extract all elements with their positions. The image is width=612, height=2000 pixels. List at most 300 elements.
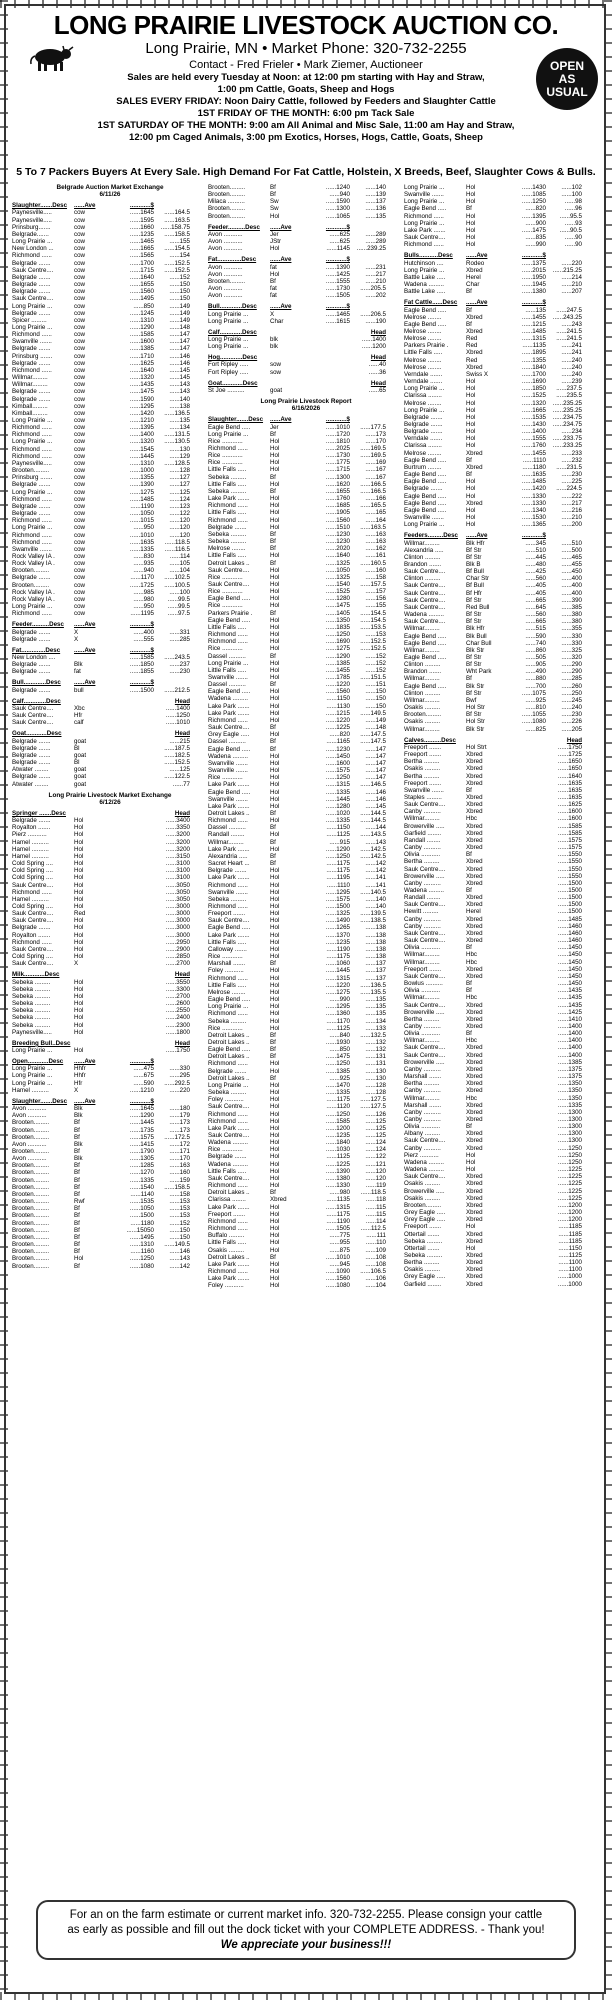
- desc-cell: cow: [74, 610, 86, 618]
- price-cell: ......1750: [165, 1046, 190, 1054]
- price-cell: ......164.5: [164, 209, 190, 217]
- location-cell: Belgrade .......: [12, 574, 51, 582]
- sale-row: [12, 1119, 208, 1126]
- price-cell: [546, 532, 582, 539]
- desc-cell: Hol: [466, 428, 476, 436]
- location-cell: Lake Park .......: [208, 702, 250, 710]
- price-cell: ......1225: [557, 1173, 582, 1181]
- desc-cell: Hol: [270, 788, 280, 796]
- location-cell: Canby ..........: [404, 1065, 441, 1073]
- desc-cell: Hol: [270, 523, 280, 531]
- desc-cell: Xbred: [466, 1015, 483, 1023]
- weight-cell: [506, 1002, 546, 1009]
- desc-cell: cow: [74, 431, 86, 439]
- location-cell: Fort Ripley .....: [208, 361, 249, 369]
- price-cell: ......3150: [165, 852, 190, 860]
- location-cell: Little Falls .....: [208, 1167, 247, 1175]
- sale-row: [12, 260, 208, 267]
- price-cell: ......138: [365, 953, 386, 961]
- desc-cell: Bf: [270, 545, 276, 553]
- price-cell: ......128.5: [164, 459, 190, 467]
- report-column-3: [404, 184, 600, 1886]
- desc-cell: Hol: [270, 552, 280, 560]
- price-cell: ......105: [169, 560, 190, 568]
- sale-row: [12, 360, 208, 367]
- price-cell: ......118: [365, 1196, 386, 1204]
- location-cell: Avon ...........: [12, 1140, 47, 1148]
- location-cell: Slaughter.......Desc: [208, 416, 264, 424]
- desc-cell: cow: [74, 467, 86, 475]
- location-cell: Canby ..........: [404, 1022, 441, 1030]
- location-cell: Slaughter.......Desc: [12, 1097, 68, 1105]
- location-cell: Belgrade .......: [12, 259, 51, 267]
- price-cell: ......465: [561, 553, 582, 561]
- location-cell: Brooten.........: [12, 1233, 50, 1241]
- sale-row: [208, 695, 404, 702]
- price-cell: ......114: [169, 552, 190, 560]
- sale-row: [404, 787, 600, 794]
- desc-cell: Blk Bull: [466, 632, 487, 640]
- weight-cell: ......1540: [325, 580, 350, 588]
- sale-row: [12, 889, 208, 896]
- location-cell: Milk............Desc: [12, 971, 60, 979]
- location-cell: Sebeka .........: [208, 487, 247, 495]
- sale-row: [208, 581, 404, 588]
- sale-row: [208, 387, 404, 394]
- sale-row: [208, 953, 404, 960]
- weight-cell: [506, 1209, 546, 1216]
- sale-row: [208, 1261, 404, 1268]
- desc-cell: Bf: [466, 887, 472, 894]
- location-cell: Cold Spring ....: [12, 874, 53, 882]
- weight-cell: [310, 354, 350, 361]
- price-cell: ......331: [169, 628, 190, 636]
- weight-cell: ......1850: [521, 385, 546, 393]
- sale-row: [208, 717, 404, 724]
- sale-row: [208, 1103, 404, 1110]
- location-cell: Sauk Centre....: [208, 1174, 250, 1182]
- weight-cell: [506, 858, 546, 865]
- price-cell: ......153: [169, 1205, 190, 1213]
- sale-row: [404, 611, 600, 618]
- weight-cell: [506, 908, 546, 915]
- schedule-line: SALES EVERY FRIDAY: Noon Dairy Cattle, followed by Feeders and Slaughter Cattle: [116, 96, 496, 107]
- price-cell: ......1500: [557, 887, 582, 894]
- sale-row: [12, 567, 208, 574]
- sale-row: [208, 191, 404, 198]
- weight-cell: ......1230: [325, 745, 350, 753]
- price-cell: ......155: [365, 602, 386, 610]
- price-cell: ......3200: [165, 838, 190, 846]
- price-cell: ......142: [365, 867, 386, 875]
- location-cell: Brooten.........: [12, 1248, 50, 1256]
- price-cell: ......1585: [557, 829, 582, 837]
- desc-cell: Hol: [270, 245, 280, 253]
- location-cell: Richmond ......: [208, 638, 248, 646]
- desc-cell: Hol: [270, 1117, 280, 1125]
- desc-cell: Hol: [74, 938, 84, 946]
- location-cell: Eagle Bend .....: [404, 478, 447, 486]
- sale-row: [208, 882, 404, 889]
- weight-cell: [506, 887, 546, 894]
- location-cell: Willmar.........: [404, 1094, 440, 1102]
- price-cell: ......1500: [557, 901, 582, 909]
- price-cell: ......1635: [557, 786, 582, 794]
- desc-cell: Xbred: [466, 1137, 483, 1145]
- desc-cell: ......Ave: [74, 1058, 96, 1066]
- sale-row: [404, 1216, 600, 1223]
- location-cell: Sauk Centre....: [208, 580, 250, 588]
- location-cell: Clinton .........: [404, 689, 441, 697]
- sale-row: [208, 424, 404, 431]
- location-cell: Canby ..........: [404, 808, 441, 816]
- desc-cell: cow: [74, 331, 86, 339]
- price-cell: ......163: [365, 530, 386, 538]
- desc-cell: Bf: [270, 724, 276, 732]
- desc-cell: Hol: [466, 1223, 476, 1231]
- location-cell: Long Prairie ...: [12, 302, 53, 310]
- location-cell: Rice ............: [208, 588, 243, 596]
- sale-row: [12, 424, 208, 431]
- sale-schedule: [14, 72, 598, 144]
- location-cell: Parkers Prairie .: [404, 342, 449, 350]
- desc-cell: cow: [74, 266, 86, 274]
- weight-cell: [506, 973, 546, 980]
- location-cell: Rock Valley IA .: [12, 552, 55, 560]
- location-cell: Belgrade .......: [12, 273, 51, 281]
- price-cell: ......149.5: [360, 709, 386, 717]
- location-cell: Hewitt .........: [404, 908, 439, 916]
- location-cell: Long Prairie ...: [404, 198, 445, 206]
- desc-cell: Hol: [270, 623, 280, 631]
- price-cell: ......380: [561, 618, 582, 626]
- location-cell: Richmond ......: [12, 610, 52, 618]
- price-cell: ......129: [169, 452, 190, 460]
- weight-cell: ............$: [521, 299, 546, 307]
- location-cell: Grey Eagle .....: [208, 731, 250, 739]
- desc-cell: Bf: [270, 1046, 276, 1054]
- sale-row: [12, 431, 208, 438]
- desc-cell: Bf: [270, 487, 276, 495]
- location-cell: Brooten.........: [208, 205, 246, 213]
- desc-cell: Hol: [270, 945, 280, 953]
- price-cell: ......124: [365, 1139, 386, 1147]
- sale-row: [404, 1080, 600, 1087]
- price-cell: ......325: [561, 646, 582, 654]
- location-cell: Brooten.........: [208, 184, 246, 191]
- price-cell: ......202: [365, 292, 386, 300]
- desc-cell: ......Ave: [270, 256, 292, 264]
- desc-cell: cow: [74, 395, 86, 403]
- sale-row: [404, 407, 600, 414]
- price-cell: ......3000: [165, 910, 190, 918]
- sale-row: [404, 1102, 600, 1109]
- location-cell: Spicer .........: [12, 316, 47, 324]
- price-cell: ......1400: [557, 1022, 582, 1030]
- sale-row: [208, 688, 404, 695]
- sale-row: [404, 726, 600, 733]
- location-cell: Sauk Centre....: [404, 234, 446, 242]
- sale-row: [208, 753, 404, 760]
- desc-cell: Bf: [74, 1119, 80, 1127]
- price-cell: ......3100: [165, 874, 190, 882]
- desc-cell: Bf: [74, 1162, 80, 1170]
- weight-cell: ......1315: [325, 781, 350, 789]
- weight-cell: [506, 801, 546, 808]
- location-cell: Long Prairie ...: [208, 659, 249, 667]
- sale-row: [404, 987, 600, 994]
- price-cell: ......1000: [557, 1280, 582, 1288]
- weight-cell: ......1215: [521, 320, 546, 328]
- desc-cell: Hol: [466, 514, 476, 522]
- desc-cell: Xbred: [466, 1008, 483, 1016]
- sale-row: [404, 1087, 600, 1094]
- weight-cell: ......1840: [521, 363, 546, 371]
- sale-row: [12, 582, 208, 589]
- weight-cell: [506, 773, 546, 780]
- desc-cell: Hol: [270, 688, 280, 696]
- location-cell: Long Prairie ...: [404, 184, 445, 191]
- weight-cell: ......1540: [129, 1183, 154, 1191]
- weight-cell: [114, 810, 154, 817]
- desc-cell: Hol: [270, 903, 280, 910]
- desc-cell: Bf: [74, 1133, 80, 1141]
- price-cell: ......153.5: [360, 623, 386, 631]
- location-cell: Long Prairie ...: [208, 310, 249, 318]
- sale-row: [404, 916, 600, 923]
- weight-cell: ............$: [129, 679, 154, 687]
- weight-cell: [506, 1109, 546, 1116]
- location-cell: Rice ............: [208, 602, 243, 610]
- price-cell: ......1375: [557, 1065, 582, 1073]
- weight-cell: [114, 824, 154, 831]
- desc-cell: Hol: [270, 1239, 280, 1247]
- desc-cell: Xbred: [466, 1216, 483, 1224]
- location-cell: Belgrade .......: [208, 1153, 247, 1161]
- desc-cell: Hol: [270, 910, 280, 918]
- sale-row: [404, 801, 600, 808]
- location-cell: Sauk Centre....: [404, 618, 446, 626]
- weight-cell: ......1150: [326, 695, 350, 703]
- desc-cell: Sw: [270, 205, 279, 213]
- price-cell: [154, 647, 190, 654]
- price-cell: ......108: [365, 1253, 386, 1261]
- sale-row: [12, 629, 208, 636]
- desc-cell: Bf: [270, 538, 276, 546]
- location-cell: Olivia ...........: [404, 1030, 441, 1038]
- sale-row: [12, 288, 208, 295]
- sale-row: [404, 314, 600, 321]
- location-cell: Long Prairie ...: [12, 488, 53, 496]
- price-cell: ......190: [365, 317, 386, 325]
- weight-cell: [506, 980, 546, 987]
- location-cell: Melrose ........: [404, 327, 442, 335]
- price-cell: ......114: [365, 1217, 386, 1225]
- sale-row: [404, 683, 600, 690]
- price-cell: ......125: [169, 766, 190, 774]
- price-cell: ......150: [169, 1226, 190, 1234]
- price-cell: ......205: [561, 725, 582, 733]
- location-cell: Parkers Prairie .: [208, 609, 253, 617]
- sale-row: [404, 1009, 600, 1016]
- location-cell: Detroit Lakes ..: [208, 559, 250, 567]
- sale-row: [208, 1189, 404, 1196]
- location-cell: Little Falls .....: [208, 509, 247, 517]
- desc-cell: Bf: [74, 1262, 80, 1270]
- badge-line: USUAL: [546, 84, 588, 99]
- price-cell: ......1225: [557, 1187, 582, 1195]
- price-cell: ......220: [169, 1086, 190, 1094]
- location-cell: Lake Park .......: [208, 802, 250, 810]
- location-cell: Richmond ......: [208, 1117, 248, 1125]
- desc-cell: [466, 737, 506, 744]
- price-cell: ......1725: [557, 751, 582, 759]
- location-cell: Melrose ........: [404, 399, 442, 407]
- location-cell: Brooten.........: [12, 581, 50, 589]
- sale-row: [208, 574, 404, 581]
- price-cell: ......147: [169, 331, 190, 339]
- desc-cell: Hol: [74, 992, 84, 1000]
- desc-cell: Xbred: [466, 894, 483, 902]
- location-cell: Clinton .........: [404, 661, 441, 669]
- location-cell: New London ...: [12, 245, 54, 253]
- weight-cell: [310, 380, 350, 387]
- price-cell: ......1450: [557, 980, 582, 988]
- sale-row: [404, 597, 600, 604]
- weight-cell: ......1270: [129, 1169, 154, 1177]
- sale-row: [208, 1032, 404, 1039]
- sale-row: [208, 674, 404, 681]
- price-cell: ......140: [169, 395, 190, 403]
- desc-cell: Hol: [270, 817, 280, 825]
- desc-cell: Hol: [466, 198, 476, 206]
- price-cell: ......152: [169, 273, 190, 281]
- price-cell: ......1750: [557, 743, 582, 751]
- weight-cell: [114, 932, 154, 939]
- sale-row: [404, 1123, 600, 1130]
- weight-cell: [114, 867, 154, 874]
- sale-row: [208, 731, 404, 738]
- location-cell: Freeport .......: [404, 743, 442, 751]
- location-cell: Belgrade .......: [12, 661, 51, 669]
- section-header: [12, 679, 208, 686]
- location-cell: Richmond ......: [12, 538, 52, 546]
- weight-cell: [114, 719, 154, 726]
- footer-line: For an on the farm estimate or current market info. 320-732-2255. Please consign your cattle: [69, 1909, 543, 1921]
- price-cell: ......1150: [558, 1244, 582, 1252]
- desc-cell: Xbred: [466, 1251, 483, 1259]
- desc-cell: Hol: [74, 1000, 84, 1008]
- weight-cell: ......820: [525, 205, 546, 213]
- price-cell: [350, 256, 386, 263]
- desc-cell: Bf: [74, 1183, 80, 1191]
- sale-row: [404, 1044, 600, 1051]
- price-cell: ......97.5: [167, 610, 190, 618]
- weight-cell: [506, 758, 546, 765]
- desc-cell: cow: [74, 510, 86, 518]
- price-cell: ......1000: [557, 1273, 582, 1281]
- weight-cell: ......1160: [130, 1248, 154, 1256]
- weight-cell: ......860: [525, 646, 546, 654]
- weight-cell: ......480: [525, 560, 546, 568]
- header: [14, 10, 598, 144]
- weight-cell: [114, 752, 154, 759]
- weight-cell: [506, 966, 546, 973]
- sale-row: [208, 466, 404, 473]
- desc-cell: Xbred: [466, 937, 483, 945]
- weight-cell: ......1225: [325, 724, 350, 732]
- location-cell: Belgrade .......: [12, 288, 51, 296]
- sale-row: [404, 1202, 600, 1209]
- sale-row: [404, 307, 600, 314]
- desc-cell: Hol: [270, 1203, 280, 1211]
- price-cell: ......138: [169, 402, 190, 410]
- desc-cell: Hol: [270, 1174, 280, 1182]
- location-cell: Belgrade .......: [12, 773, 51, 781]
- desc-cell: Red: [466, 342, 478, 350]
- price-cell: ......1300: [557, 1130, 582, 1138]
- weight-cell: ......665: [525, 596, 546, 604]
- desc-cell: Hol: [270, 767, 280, 775]
- desc-cell: Blk Str: [466, 682, 485, 690]
- desc-cell: Hol: [466, 1244, 476, 1252]
- page-title: LONG PRAIRIE LIVESTOCK AUCTION CO.: [53, 10, 559, 40]
- desc-cell: Xbred: [466, 872, 483, 880]
- sale-row: [404, 1259, 600, 1266]
- weight-cell: [114, 817, 154, 824]
- price-cell: ......137: [365, 967, 386, 975]
- sale-row: [12, 1141, 208, 1148]
- desc-cell: Bf Str: [466, 689, 482, 697]
- price-cell: ......215: [169, 737, 190, 745]
- location-cell: Swanville .......: [12, 338, 52, 346]
- sale-row: [208, 1218, 404, 1225]
- desc-cell: Hol: [466, 191, 476, 199]
- location-cell: Belgrade .......: [12, 281, 51, 289]
- weight-cell: [506, 916, 546, 923]
- price-cell: ......1500: [557, 894, 582, 902]
- weight-cell: ......1475: [521, 226, 546, 234]
- price-cell: ......1460: [557, 937, 582, 945]
- weight-cell: ......555: [133, 635, 154, 643]
- location-cell: Little Falls .....: [404, 349, 443, 357]
- sale-row: [12, 224, 208, 231]
- price-cell: ......385: [561, 603, 582, 611]
- weight-cell: ............$: [129, 1097, 154, 1105]
- price-cell: ......157.5: [360, 580, 386, 588]
- weight-cell: ......1250: [325, 852, 350, 860]
- price-cell: ......102.5: [164, 574, 190, 582]
- desc-cell: Hol: [270, 1103, 280, 1111]
- location-cell: Long Prairie ...: [12, 438, 53, 446]
- price-cell: ......118.5: [360, 1189, 386, 1197]
- weight-cell: [114, 979, 154, 986]
- sale-row: [404, 661, 600, 668]
- price-cell: ......147: [365, 767, 386, 775]
- location-cell: Sebeka .........: [12, 992, 51, 1000]
- weight-cell: ......1120: [326, 1103, 350, 1111]
- location-cell: Swanville .......: [404, 191, 444, 199]
- price-cell: ......1400: [165, 704, 190, 712]
- desc-cell: Xbred: [466, 1201, 483, 1209]
- price-cell: ......143: [169, 381, 190, 389]
- weight-cell: ......1485: [521, 327, 546, 335]
- price-cell: ......150: [169, 295, 190, 303]
- location-cell: Lake Park .......: [208, 1203, 250, 1211]
- weight-cell: ......1760: [521, 442, 546, 450]
- weight-cell: ......1190: [326, 1217, 350, 1225]
- location-cell: Sauk Centre....: [404, 901, 446, 909]
